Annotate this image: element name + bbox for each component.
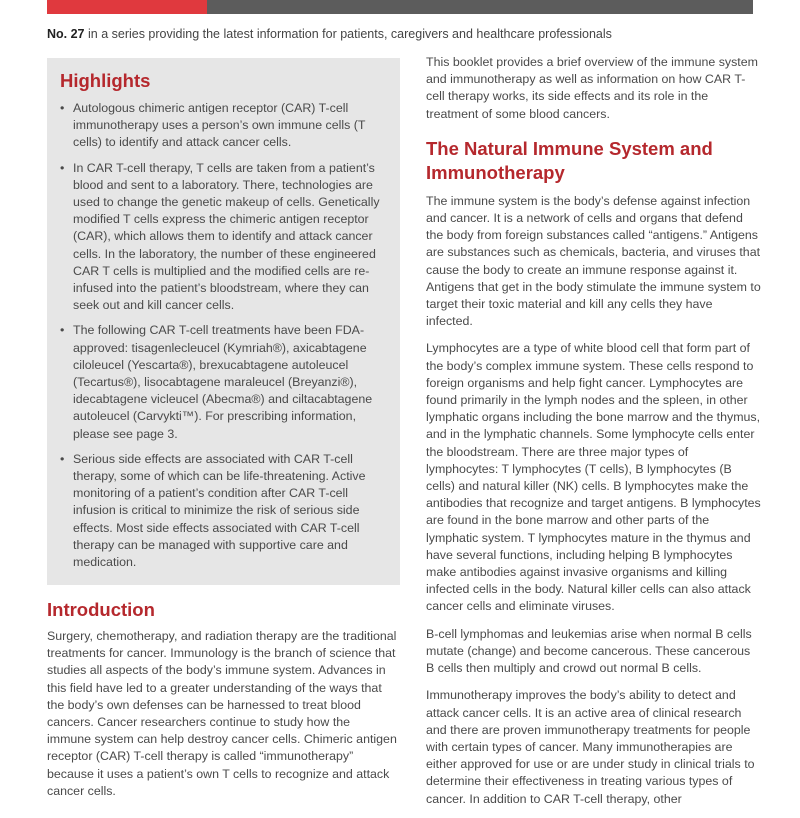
body-paragraph: Immunotherapy improves the body’s ability to detect and attack cancer cells. It is an active area of clinical research and there are proven immunotherapy treatments for people with certain types of cancer. Many immunotherapies are either approved for use or are under study in clinical trials to determine their effectiveness in treating various types of cancer. In addition to CAR T-cell therapy, other <box>426 688 755 806</box>
introduction-title: Introduction <box>47 599 155 620</box>
header-bar-gray-segment <box>207 0 753 14</box>
highlights-box <box>47 58 400 585</box>
body-paragraph: The immune system is the body’s defense against infection and cancer. It is a network of cells and organs that defend the body from foreign substances called “antigens.” Antigens are substances such as chemicals, bacteria, and viruses that cause the body to create an immune response against it. Antigens that get in the body stimulate the immune system to target their toxic material and kill any cells they have infected. <box>426 193 761 329</box>
introduction-paragraph: Surgery, chemotherapy, and radiation therapy are the traditional treatments for cancer. Immunology is the branch of science that studies all aspects of the body’s immune system. Advances in this field have led to a greater understanding of the ways that the body’s own defenses can be harnessed to treat blood cancers. Cancer researchers continue to study how the immune system can help destroy cancer cells. Chimeric antigen receptor (CAR) T-cell therapy is called “immunotherapy” because it uses a patient’s own T cells to recognize and attack cancer cells. <box>47 629 397 798</box>
header-color-bar <box>47 0 753 14</box>
series-line <box>47 26 757 42</box>
highlight-item: • Autologous chimeric antigen receptor (CAR) T-cell immunotherapy uses a person’s own immune cells (T cells) to identify and attack cancer cells. <box>60 100 386 152</box>
body-paragraph: B-cell lymphomas and leukemias arise when normal B cells mutate (change) and become cancerous. These cancerous B cells then multiply and crowd out normal B cells. <box>426 626 752 676</box>
highlight-item: • Serious side effects are associated with CAR T-cell therapy, some of which can be life-threatening. Active monitoring of a patient’s condition after CAR T-cell infusion is critical to minimize the risk of serious side effects. Most side effects associated with CAR T-cell therapy can be managed with supportive care and medication. <box>60 451 386 571</box>
series-description: in a series providing the latest information for patients, caregivers and healthcare professionals <box>84 27 612 41</box>
highlight-item: • The following CAR T-cell treatments have been FDA-approved: tisagenlecleucel (Kymriah®), axicabtagene ciloleucel (Yescarta®), brexucabtagene autoleucel (Tecartus®), lisocabtagene maraleucel (Breyanzi®), idecabtagene vicleucel (Abecma®) and ciltacabtagene autoleucel (Carvykti™). For prescribing information, please see page 3. <box>60 322 386 442</box>
overview-paragraph: This booklet provides a brief overview of the immune system and immunotherapy as well as information on how CAR T-cell therapy works, its side effects and its role in the treatment of some blood cancers. <box>426 55 758 121</box>
right-column <box>426 54 761 818</box>
highlight-item: • In CAR T-cell therapy, T cells are taken from a patient’s blood and sent to a laboratory. There, technologies are used to change the genetic makeup of cells. Genetically modified T cells express the chimeric antigen receptor (CAR), which allows them to identify and attack cancer cells. In the laboratory, the number of these engineered CAR T cells is multiplied and the modified cells are re-infused into the patient’s bloodstream, where they can seek out and kill cancer cells. <box>60 160 386 315</box>
highlights-title: Highlights <box>60 70 151 91</box>
body-paragraph: Lymphocytes are a type of white blood cell that form part of the body’s complex immune system. These cells respond to foreign organisms and help fight cancer. Lymphocytes are found primarily in the lymph nodes and the spleen, in other lymphatic organs including the bone marrow and the thymus, and in the lymphatic channels. Some lymphocyte cells enter the bloodstream. There are three major types of lymphocytes: T lymphocytes (T cells), B lymphocytes (B cells) and natural killer (NK) cells. B lymphocytes make the antibodies that recognize and target antigens. B lymphocytes are found in the bone marrow and other parts of the lymphatic system. T lymphocytes mature in the thymus and have several functions, including helping B lymphocytes make antibodies against invasive organisms and killing infected cells in the body. Natural killer cells can also attack cancer cells and eliminate viruses. <box>426 341 761 614</box>
header-bar-red-segment <box>47 0 207 14</box>
series-number: No. 27 <box>47 27 85 41</box>
immune-system-section-title: The Natural Immune System and Immunotherapy <box>426 137 713 183</box>
introduction-section <box>47 598 397 800</box>
highlights-list <box>60 100 386 571</box>
